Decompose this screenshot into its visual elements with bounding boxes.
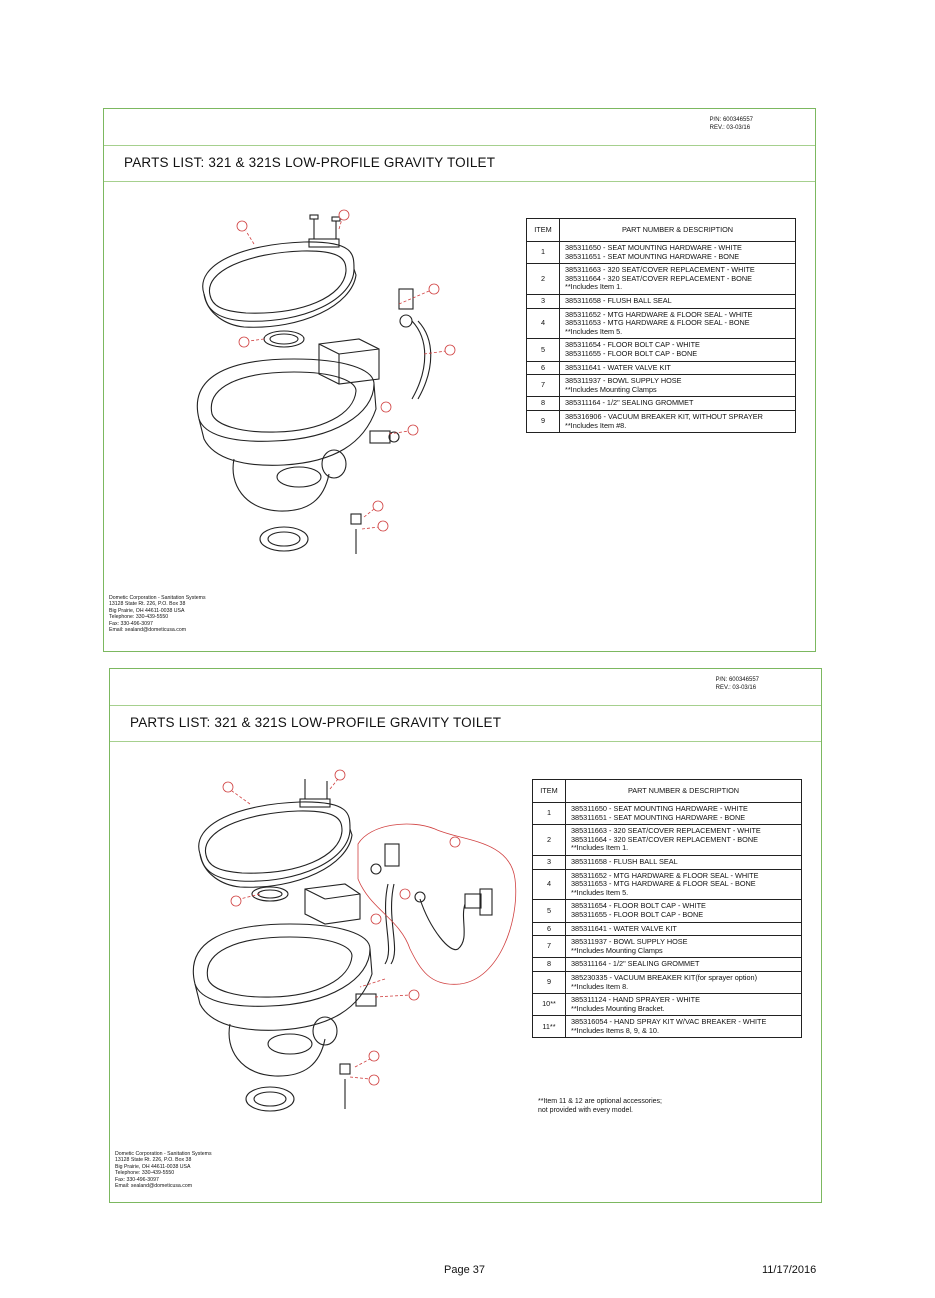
company-address bbox=[109, 595, 206, 633]
table-row bbox=[527, 410, 796, 432]
address-line: Big Prairie, OH 44611-0038 USA bbox=[115, 1163, 191, 1170]
title-divider bbox=[104, 181, 815, 182]
table-header-row bbox=[527, 219, 796, 242]
table-row bbox=[533, 971, 802, 993]
optional-accessories-note: **Item 11 & 12 are optional accessories; not provided with every model. bbox=[538, 1098, 662, 1114]
item-description: 385316054 - HAND SPRAY KIT W/VAC BREAKER - WHITE **Includes Items 8, 9, & 10. bbox=[566, 1016, 802, 1038]
address-line: Email: sealand@dometicusa.com bbox=[109, 627, 187, 634]
address-line: Fax: 330-496-3097 bbox=[115, 1176, 159, 1183]
table-row bbox=[533, 803, 802, 825]
toilet-exploded-diagram bbox=[184, 209, 544, 569]
item-number: 3 bbox=[533, 855, 566, 869]
item-number: 7 bbox=[533, 936, 566, 958]
item-number: 8 bbox=[527, 397, 560, 411]
address-line: 13128 State Rt. 226, P.O. Box 38 bbox=[109, 601, 186, 608]
item-number: 1 bbox=[533, 803, 566, 825]
item-description: 385311658 - FLUSH BALL SEAL bbox=[560, 294, 796, 308]
table-row bbox=[533, 922, 802, 936]
item-description: 385311164 - 1/2" SEALING GROMMET bbox=[566, 958, 802, 972]
revision: REV.: 03-03/16 bbox=[715, 684, 757, 691]
item-description: 385311164 - 1/2" SEALING GROMMET bbox=[560, 397, 796, 411]
item-description: 385311124 - HAND SPRAYER - WHITE **Includes Mounting Bracket. bbox=[566, 994, 802, 1016]
parts-table bbox=[532, 779, 802, 1038]
parts-sheet-bottom bbox=[109, 668, 822, 1203]
item-number: 1 bbox=[527, 242, 560, 264]
item-number: 10** bbox=[533, 994, 566, 1016]
table-row bbox=[527, 397, 796, 411]
column-header-description: PART NUMBER & DESCRIPTION bbox=[560, 219, 796, 242]
parts-table bbox=[526, 218, 796, 433]
item-description: 385311641 - WATER VALVE KIT bbox=[560, 361, 796, 375]
table-row bbox=[527, 375, 796, 397]
company-address bbox=[115, 1151, 212, 1189]
item-number: 11** bbox=[533, 1016, 566, 1038]
address-line: Fax: 330-496-3097 bbox=[109, 620, 153, 627]
table-row bbox=[527, 339, 796, 361]
item-number: 2 bbox=[527, 264, 560, 295]
column-header-item: ITEM bbox=[527, 219, 560, 242]
table-header-row bbox=[533, 780, 802, 803]
address-line: 13128 State Rt. 226, P.O. Box 38 bbox=[115, 1157, 192, 1164]
page-number: Page 37 bbox=[444, 1264, 485, 1276]
address-line: Big Prairie, OH 44611-0038 USA bbox=[109, 607, 185, 614]
item-description: 385311652 - MTG HARDWARE & FLOOR SEAL - WHITE 385311653 - MTG HARDWARE & FLOOR SEAL - BONE **Includes Item 5. bbox=[560, 308, 796, 339]
table-row bbox=[533, 900, 802, 922]
item-description: 385311652 - MTG HARDWARE & FLOOR SEAL - WHITE 385311653 - MTG HARDWARE & FLOOR SEAL - BONE **Includes Item 5. bbox=[566, 869, 802, 900]
column-header-description: PART NUMBER & DESCRIPTION bbox=[566, 780, 802, 803]
address-line: Telephone: 330-439-5550 bbox=[109, 614, 169, 621]
item-description: 385311937 - BOWL SUPPLY HOSE **Includes Mounting Clamps bbox=[566, 936, 802, 958]
address-line: Dometic Corporation - Sanitation Systems bbox=[109, 595, 206, 601]
column-header-item: ITEM bbox=[533, 780, 566, 803]
item-number: 3 bbox=[527, 294, 560, 308]
table-row bbox=[533, 825, 802, 856]
item-description: 385311654 - FLOOR BOLT CAP - WHITE 385311655 - FLOOR BOLT CAP - BONE bbox=[560, 339, 796, 361]
item-description: 385311663 - 320 SEAT/COVER REPLACEMENT - WHITE 385311664 - 320 SEAT/COVER REPLACEMENT - BONE **Includes Item 1. bbox=[560, 264, 796, 295]
part-number: P/N: 600346557 bbox=[715, 677, 759, 683]
table-row bbox=[533, 958, 802, 972]
table-row bbox=[527, 361, 796, 375]
item-description: 385230335 - VACUUM BREAKER KIT(for sprayer option) **Includes Item 8. bbox=[566, 971, 802, 993]
table-row bbox=[533, 1016, 802, 1038]
part-number-block bbox=[710, 117, 753, 132]
item-description: 385311658 - FLUSH BALL SEAL bbox=[566, 855, 802, 869]
item-number: 6 bbox=[527, 361, 560, 375]
item-number: 9 bbox=[527, 410, 560, 432]
header-divider bbox=[110, 705, 821, 706]
item-description: 385311641 - WATER VALVE KIT bbox=[566, 922, 802, 936]
item-description: 385311650 - SEAT MOUNTING HARDWARE - WHITE 385311651 - SEAT MOUNTING HARDWARE - BONE bbox=[560, 242, 796, 264]
toilet-exploded-diagram-with-sprayer bbox=[180, 769, 530, 1129]
table-row bbox=[527, 308, 796, 339]
revision: REV.: 03-03/16 bbox=[709, 124, 751, 131]
item-description: 385311937 - BOWL SUPPLY HOSE **Includes Mounting Clamps bbox=[560, 375, 796, 397]
item-number: 7 bbox=[527, 375, 560, 397]
table-row bbox=[527, 242, 796, 264]
item-number: 8 bbox=[533, 958, 566, 972]
parts-sheet-top bbox=[103, 108, 816, 652]
address-line: Dometic Corporation - Sanitation Systems bbox=[115, 1151, 212, 1157]
item-description: 385316906 - VACUUM BREAKER KIT, WITHOUT SPRAYER **Includes Item #8. bbox=[560, 410, 796, 432]
table-row bbox=[533, 855, 802, 869]
item-description: 385311654 - FLOOR BOLT CAP - WHITE 385311655 - FLOOR BOLT CAP - BONE bbox=[566, 900, 802, 922]
item-number: 6 bbox=[533, 922, 566, 936]
print-date: 11/17/2016 bbox=[762, 1264, 817, 1276]
item-number: 5 bbox=[527, 339, 560, 361]
item-number: 9 bbox=[533, 971, 566, 993]
address-line: Email: sealand@dometicusa.com bbox=[115, 1183, 193, 1190]
table-row bbox=[527, 264, 796, 295]
item-number: 5 bbox=[533, 900, 566, 922]
item-number: 2 bbox=[533, 825, 566, 856]
item-number: 4 bbox=[527, 308, 560, 339]
part-number-block bbox=[716, 677, 759, 692]
part-number: P/N: 600346557 bbox=[709, 117, 753, 123]
table-row bbox=[533, 994, 802, 1016]
item-description: 385311650 - SEAT MOUNTING HARDWARE - WHITE 385311651 - SEAT MOUNTING HARDWARE - BONE bbox=[566, 803, 802, 825]
header-divider bbox=[104, 145, 815, 146]
table-row bbox=[533, 936, 802, 958]
page-title: PARTS LIST: 321 & 321S LOW-PROFILE GRAVITY TOILET bbox=[130, 715, 502, 730]
page-title: PARTS LIST: 321 & 321S LOW-PROFILE GRAVITY TOILET bbox=[124, 155, 496, 170]
item-number: 4 bbox=[533, 869, 566, 900]
address-line: Telephone: 330-439-5550 bbox=[115, 1170, 175, 1177]
table-row bbox=[533, 869, 802, 900]
item-description: 385311663 - 320 SEAT/COVER REPLACEMENT - WHITE 385311664 - 320 SEAT/COVER REPLACEMENT - BONE **Includes Item 1. bbox=[566, 825, 802, 856]
title-divider bbox=[110, 741, 821, 742]
table-row bbox=[527, 294, 796, 308]
